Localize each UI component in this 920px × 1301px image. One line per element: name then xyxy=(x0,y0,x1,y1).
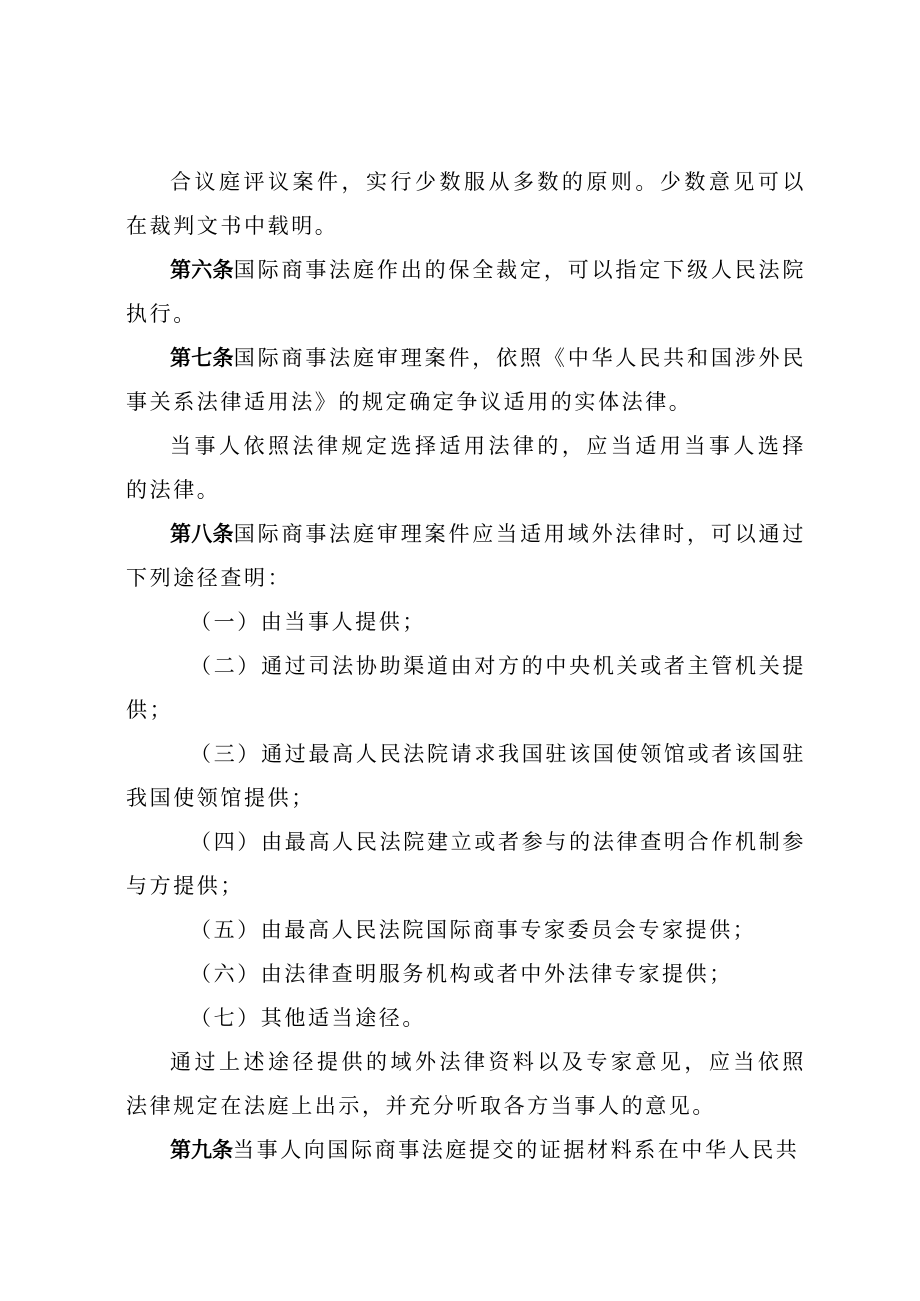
article-text: 国际商事法庭作出的保全裁定，可以指定下级人民法院执行。 xyxy=(126,258,806,326)
paragraph-text: 通过上述途径提供的域外法律资料以及专家意见，应当依照法律规定在法庭上出示，并充分听取各方当事人的意见。 xyxy=(126,1050,806,1118)
article-6 xyxy=(126,248,806,336)
list-item: （三）通过最高人民法院请求我国驻该国使领馆或者该国驻我国使领馆提供； xyxy=(126,742,806,810)
article-heading: 第七条 xyxy=(170,346,234,370)
paragraph-text: 当事人依照法律规定选择适用法律的，应当适用当事人选择的法律。 xyxy=(126,434,806,502)
article-text: 国际商事法庭审理案件，依照《中华人民共和国涉外民事关系法律适用法》的规定确定争议适用的实体法律。 xyxy=(126,346,806,414)
article-8 xyxy=(126,512,806,600)
paragraph-choice-of-law xyxy=(126,424,806,512)
paragraph-foreign-law-evidence xyxy=(126,1040,806,1128)
paragraph-text: 合议庭评议案件，实行少数服从多数的原则。少数意见可以在裁判文书中载明。 xyxy=(126,170,806,238)
article-text: 国际商事法庭审理案件应当适用域外法律时，可以通过下列途径查明： xyxy=(126,522,806,590)
list-item: （七）其他适当途径。 xyxy=(190,1006,426,1030)
list-item: （二）通过司法协助渠道由对方的中央机关或者主管机关提供； xyxy=(126,654,806,722)
document-page xyxy=(126,160,806,1172)
list-item: （六）由法律查明服务机构或者中外法律专家提供； xyxy=(190,962,733,986)
list-item: （五）由最高人民法院国际商事专家委员会专家提供； xyxy=(190,918,757,942)
list-item: （四）由最高人民法院建立或者参与的法律查明合作机制参与方提供； xyxy=(126,830,806,898)
paragraph-collegial-panel xyxy=(126,160,806,248)
article-heading: 第九条 xyxy=(170,1138,233,1162)
article-9 xyxy=(126,1128,806,1172)
list-item: （一）由当事人提供； xyxy=(190,610,426,634)
article-7 xyxy=(126,336,806,424)
article-text: 当事人向国际商事法庭提交的证据材料系在中华人民共 xyxy=(233,1138,800,1162)
article-heading: 第六条 xyxy=(170,258,234,282)
article-heading: 第八条 xyxy=(170,522,234,546)
